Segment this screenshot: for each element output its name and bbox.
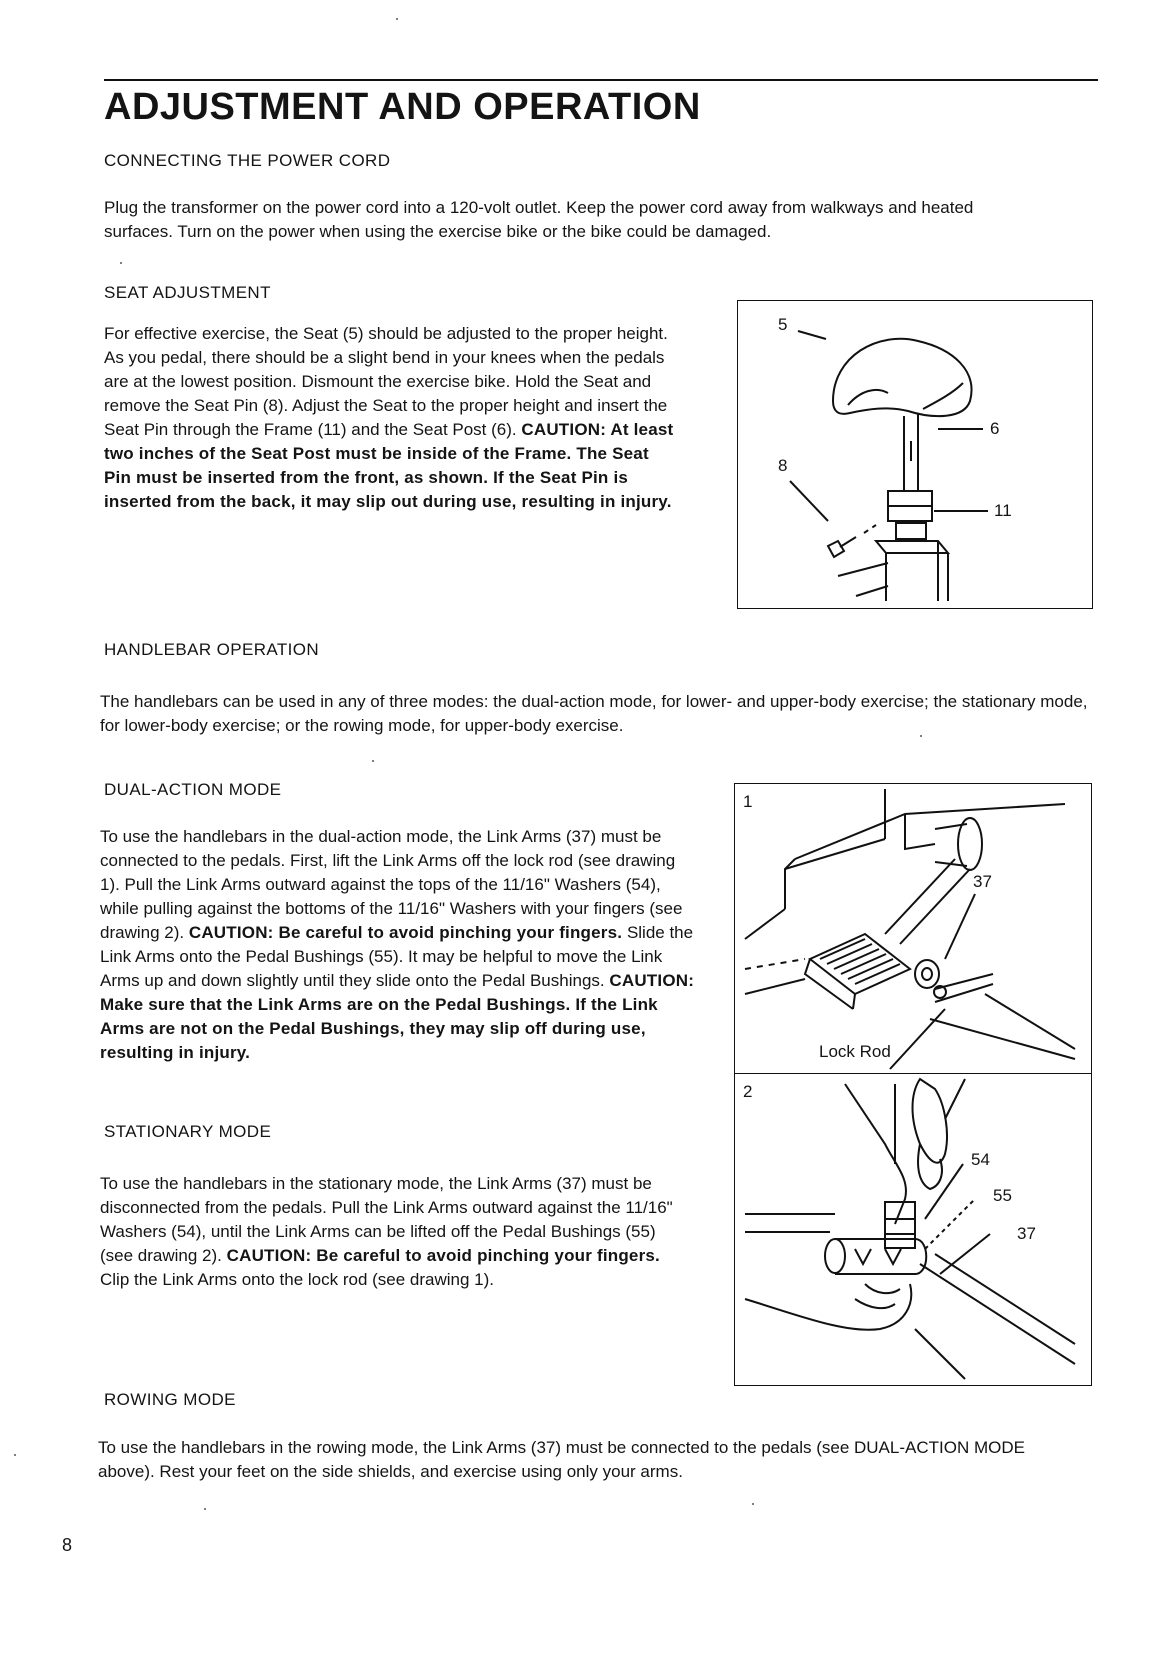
scan-speck	[920, 735, 922, 737]
label-washer-54: 54	[971, 1150, 990, 1169]
stationary-text: To use the handlebars in the stationary mode, the Link Arms (37) must be disconnected from the pedals. Pull the Link Arms outward against the 11/16" Washers (54), until the Link Arms can be lifted off the Pedal Bushings (55) (see drawing 2).	[100, 1174, 673, 1265]
label-link-arm-37b: 37	[1017, 1224, 1036, 1243]
label-bushing-55: 55	[993, 1186, 1012, 1205]
label-frame-11: 11	[994, 501, 1012, 520]
seat-caution: CAUTION: At least two inches of the Seat Post must be inside of the Frame. The Seat Pin must be inserted from the front, as shown. If the Seat Pin is inserted from the back, it may slip out during use, resulting in injury.	[104, 420, 674, 511]
label-link-arm-37: 37	[973, 872, 992, 891]
rowing-text: To use the handlebars in the rowing mode, the Link Arms (37) must be connected to the pedals (see DUAL-ACTION MODE above). Rest your feet on the side shields, and exercise using only your arms.	[98, 1438, 1025, 1481]
scan-speck	[120, 262, 122, 264]
stationary-text-2: Clip the Link Arms onto the lock rod (see drawing 1).	[100, 1270, 495, 1289]
scan-speck	[14, 1454, 16, 1456]
power-cord-heading: CONNECTING THE POWER CORD	[104, 151, 391, 170]
seat-heading: SEAT ADJUSTMENT	[104, 283, 271, 302]
drawing-1	[734, 783, 1092, 1075]
dual-action-caution-2: CAUTION: Make sure that the Link Arms are on the Pedal Bushings. If the Link Arms are not on the Pedal Bushings, they may slip off during use, resulting in injury.	[100, 971, 695, 1062]
seat-text: For effective exercise, the Seat (5) should be adjusted to the proper height. As you pedal, there should be a slight bend in your knees when the pedals are at the lowest position. Dismount the exercise bike. Hold the Seat and remove the Seat Pin (8). Adjust the Seat to the proper height and insert the Seat Pin through the Frame (11) and the Seat Post (6).	[104, 324, 668, 439]
handlebar-text: The handlebars can be used in any of three modes: the dual-action mode, for lower- and upper-body exercise; the stationary mode, for lower-body exercise; or the rowing mode, for upper-body exercise.	[100, 692, 1088, 735]
seat-text-block	[104, 322, 674, 514]
seat-figure	[737, 300, 1093, 609]
label-seat-5: 5	[778, 315, 788, 334]
page-number: 8	[62, 1535, 73, 1555]
label-seat-post-6: 6	[990, 419, 1000, 438]
label-seat-pin-8: 8	[778, 456, 788, 475]
label-lock-rod: Lock Rod	[819, 1042, 891, 1061]
dual-action-text-2: Slide the Link Arms onto the Pedal Bushings (55). It may be helpful to move the Link Arms up and down slightly until they slide onto the Pedal Bushings.	[100, 923, 694, 990]
scan-speck	[396, 18, 398, 20]
drawing-1-number: 1	[743, 792, 753, 811]
dual-action-text: To use the handlebars in the dual-action mode, the Link Arms (37) must be connected to the pedals. First, lift the Link Arms off the lock rod (see drawing 1). Pull the Link Arms outward against the tops of the 11/16" Washers (54), while pulling against the bottoms of the 11/16" Washers with your fingers (see drawing 2).	[100, 827, 683, 942]
dual-action-heading: DUAL-ACTION MODE	[104, 780, 282, 799]
scan-speck	[204, 1508, 206, 1510]
seat-drawing	[738, 301, 1092, 608]
handlebar-heading: HANDLEBAR OPERATION	[104, 640, 320, 659]
page-title: ADJUSTMENT AND OPERATION	[104, 86, 701, 128]
stationary-caution: CAUTION: Be careful to avoid pinching your fingers.	[226, 1246, 660, 1265]
rowing-heading: ROWING MODE	[104, 1390, 236, 1409]
stationary-text-block	[100, 1172, 690, 1292]
drawing-2-number: 2	[743, 1082, 753, 1101]
scan-speck	[752, 1503, 754, 1505]
power-cord-text: Plug the transformer on the power cord into a 120-volt outlet. Keep the power cord away from walkways and heated surfaces. Turn on the power when using the exercise bike or the bike could be damaged.	[104, 198, 974, 241]
scan-speck	[372, 760, 374, 762]
drawing-2	[734, 1073, 1092, 1386]
drawing-2-art	[735, 1074, 1091, 1385]
title-rule	[104, 79, 1098, 81]
dual-action-caution-1: CAUTION: Be careful to avoid pinching your fingers.	[188, 923, 623, 942]
stationary-heading: STATIONARY MODE	[104, 1122, 272, 1141]
drawing-1-art	[735, 784, 1091, 1074]
dual-action-text-block	[100, 825, 698, 1065]
